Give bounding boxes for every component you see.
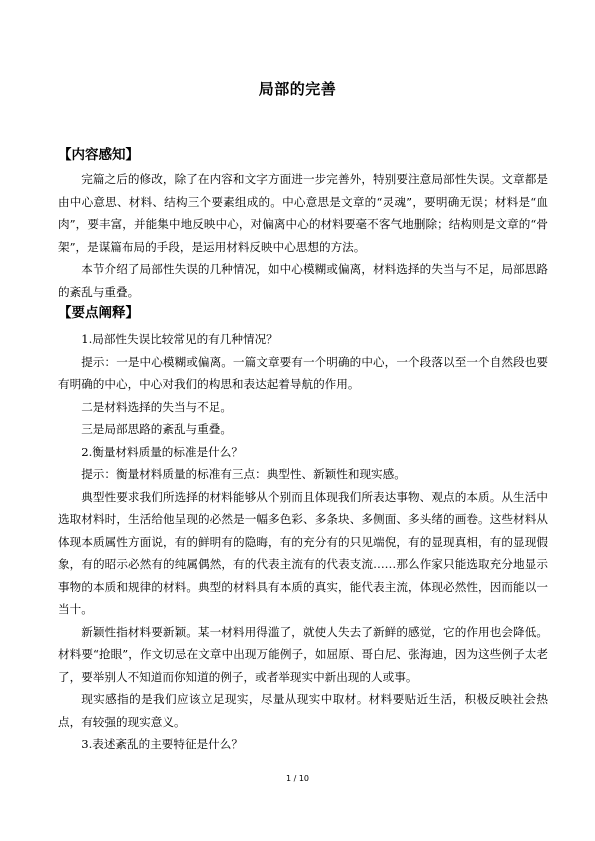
question: 3.表述紊乱的主要特征是什么？ (81, 737, 243, 751)
paragraph: 本节介绍了局部性失误的几种情况，如中心模糊或偏离，材料选择的失当与不足，局部思路的紊乱与重叠。 (58, 262, 548, 299)
section-points-body (58, 328, 548, 756)
section-heading-content: 【内容感知】 (58, 147, 139, 163)
section-content-body (58, 168, 548, 303)
section-heading-points: 【要点阐释】 (58, 305, 139, 321)
paragraph: 提示：衡量材料质量的标准有三点：典型性、新颖性和现实感。 (81, 467, 406, 481)
paragraph: 新颖性指材料要新颖。某一材料用得滥了，就使人失去了新鲜的感觉，它的作用也会降低。材料要“抢眼”，作文切忌在文章中出现万能例子，如屈原、哥白尼、张海迪，因为这些例子太老了，要举别人不知道而你知道的例子，或者举现实中新出现的人或事。 (58, 624, 548, 684)
paragraph: 二是材料选择的失当与不足。 (81, 399, 232, 414)
page-number: 1 / 10 (285, 774, 310, 783)
document-title: 局部的完善 (258, 80, 337, 98)
paragraph: 提示：一是中心模糊或偏离。一篇文章要有一个明确的中心，一个段落以至一个自然段也要有明确的中心，中心对我们的构思和表达起着导航的作用。 (58, 354, 548, 391)
paragraph: 现实感指的是我们应该立足现实，尽量从现实中取材。材料要贴近生活，积极反映社会热点，有较强的现实意义。 (58, 692, 548, 729)
paragraph: 典型性要求我们所选择的材料能够从个别而且体现我们所表达事物、观点的本质。从生活中选取材料时，生活给他呈现的必然是一幅多色彩、多条块、多侧面、多头绪的画卷。这些材料从体现本质属性方面说，有的鲜明有的隐晦，有的充分有的只见端倪，有的显现真相，有的显现假象，有的昭示必然有的纯属偶然，有的代表主流有的代表支流……那么作家只能选取充分地显示事物的本质和规律的材料。典型的材料具有本质的真实，能代表主流，体现必然性，因而能以一当十。 (58, 489, 548, 616)
question: 1.局部性失误比较常见的有几种情况？ (81, 332, 278, 346)
paragraph: 三是局部思路的紊乱与重叠。 (81, 422, 232, 436)
paragraph: 完篇之后的修改，除了在内容和文字方面进一步完善外，特别要注意局部性失误。文章都是由中心意思、材料、结构三个要素组成的。中心意思是文章的“灵魂”，要明确无误；材料是“血肉”，要丰富，并能集中地反映中心，对偏离中心的材料要毫不客气地删除；结构则是文章的“骨架”，是谋篇布局的手段，是运用材料反映中心思想的方法。 (58, 172, 548, 254)
question: 2.衡量材料质量的标准是什么？ (81, 444, 243, 459)
